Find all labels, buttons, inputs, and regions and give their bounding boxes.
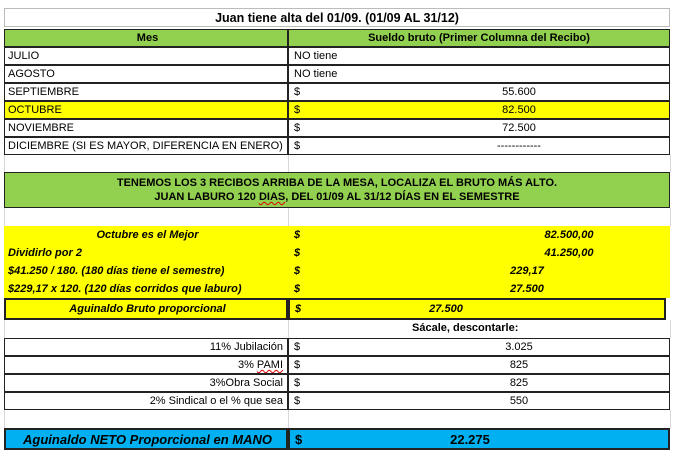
calc-row-per-day: [4, 262, 670, 280]
deduction-row-sindical: [4, 392, 670, 410]
dollar-sign: $: [294, 140, 301, 152]
deduction-value: 825: [509, 377, 529, 389]
gross-value: 27.500: [429, 303, 463, 315]
month-value: NO tiene: [294, 68, 338, 80]
calc-label[interactable]: Octubre es el Mejor: [4, 226, 288, 244]
note-line-1: TENEMOS LOS 3 RECIBOS ARRIBA DE LA MESA, LOCALIZA EL BRUTO MÁS ALTO.: [116, 177, 558, 189]
deduction-label: 3% PAMI: [237, 359, 283, 371]
dollar-sign: $: [294, 122, 301, 134]
calc-label[interactable]: $41.250 / 180. (180 días tiene el semestre): [4, 262, 288, 280]
deduction-label[interactable]: 3%Obra Social: [4, 374, 288, 392]
note-line-2: JUAN LABURO 120 DIAS, DEL 01/09 AL 31/12 DÍAS EN EL SEMESTRE: [154, 191, 520, 203]
deduction-row-jubilacion: [4, 338, 670, 356]
month-row-diciembre: [4, 137, 670, 155]
deduct-title[interactable]: Sácale, descontarle:: [412, 322, 519, 334]
calc-row-divide: [4, 244, 670, 262]
blank-row: [4, 410, 670, 428]
month-label[interactable]: NOVIEMBRE: [4, 119, 288, 137]
deduction-value-cell[interactable]: [288, 356, 670, 374]
dollar-sign: $: [294, 104, 301, 116]
calc-label[interactable]: $229,17 x 120. (120 días corridos que laburo): [4, 280, 288, 298]
calc-label[interactable]: Dividirlo por 2: [4, 244, 288, 262]
month-value-cell[interactable]: [288, 65, 670, 83]
month-row-julio: [4, 47, 670, 65]
month-row-noviembre: [4, 119, 670, 137]
net-label[interactable]: Aguinaldo NETO Proporcional en MANO: [4, 428, 288, 450]
gross-label[interactable]: Aguinaldo Bruto proporcional: [4, 298, 288, 320]
month-value-cell[interactable]: [288, 119, 670, 137]
deduction-label[interactable]: 11% Jubilación: [4, 338, 288, 356]
header-month[interactable]: Mes: [4, 29, 288, 47]
dollar-sign: $: [294, 265, 301, 277]
month-value: 55.600: [502, 86, 536, 98]
calc-row-days-worked: [4, 280, 670, 298]
month-label[interactable]: SEPTIEMBRE: [4, 83, 288, 101]
calc-row-best: [4, 226, 670, 244]
month-value-cell[interactable]: [288, 101, 670, 119]
month-row-septiembre: [4, 83, 670, 101]
sheet-title[interactable]: Juan tiene alta del 01/09. (01/09 AL 31/12): [4, 8, 670, 27]
month-value: 72.500: [502, 122, 536, 134]
deduction-value-cell[interactable]: [288, 338, 670, 356]
deduction-value-cell[interactable]: [288, 374, 670, 392]
calc-value: 27.500: [510, 283, 544, 295]
month-row-octubre: [4, 101, 670, 119]
deduction-value-cell[interactable]: [288, 392, 670, 410]
deduction-row-pami: [4, 356, 670, 374]
gross-row: [4, 298, 670, 320]
month-value-cell[interactable]: [288, 47, 670, 65]
dollar-sign: $: [294, 395, 301, 407]
title-row: [4, 8, 670, 27]
deduct-title-row: [4, 320, 670, 338]
calc-value-cell[interactable]: [288, 262, 670, 280]
month-value-cell[interactable]: [288, 83, 670, 101]
blank-row: [4, 208, 670, 226]
calc-value: 229,17: [510, 265, 544, 277]
header-row: [4, 29, 670, 47]
month-value: ------------: [497, 140, 541, 152]
dollar-sign: $: [295, 431, 303, 447]
month-value-cell[interactable]: [288, 137, 670, 155]
month-value: 82.500: [502, 104, 536, 116]
dollar-sign: $: [294, 377, 301, 389]
calc-value-cell[interactable]: [288, 244, 670, 262]
month-row-agosto: [4, 65, 670, 83]
deduction-value: 3.025: [505, 341, 533, 353]
month-label[interactable]: DICIEMBRE (SI ES MAYOR, DIFERENCIA EN ENERO): [4, 137, 288, 155]
month-label[interactable]: OCTUBRE: [4, 101, 288, 119]
calc-value-cell[interactable]: [288, 226, 670, 244]
deduction-label[interactable]: 2% Sindical o el % que sea: [4, 392, 288, 410]
deduction-value: 825: [509, 359, 529, 371]
month-label[interactable]: JULIO: [4, 47, 288, 65]
calc-value-cell[interactable]: [288, 280, 670, 298]
net-value: 22.275: [450, 431, 490, 447]
dollar-sign: $: [294, 229, 301, 241]
header-salary[interactable]: Sueldo bruto (Primer Columna del Recibo): [288, 29, 670, 47]
gross-value-cell[interactable]: [288, 298, 666, 320]
deduction-label-cell[interactable]: [4, 356, 288, 374]
dollar-sign: $: [294, 359, 301, 371]
dollar-sign: $: [295, 303, 302, 315]
calc-value: 82.500,00: [544, 229, 594, 241]
net-row: [4, 428, 670, 450]
note-block: [4, 172, 670, 208]
deduction-row-obra-social: [4, 374, 670, 392]
blank-row: [4, 155, 670, 172]
dollar-sign: $: [294, 86, 301, 98]
dollar-sign: $: [294, 341, 301, 353]
net-value-cell[interactable]: [288, 428, 670, 450]
dollar-sign: $: [294, 283, 301, 295]
note-cell[interactable]: [4, 172, 670, 208]
month-label[interactable]: AGOSTO: [4, 65, 288, 83]
dollar-sign: $: [294, 247, 301, 259]
deduction-value: 550: [509, 395, 529, 407]
calc-value: 41.250,00: [544, 247, 594, 259]
month-value: NO tiene: [294, 50, 338, 62]
